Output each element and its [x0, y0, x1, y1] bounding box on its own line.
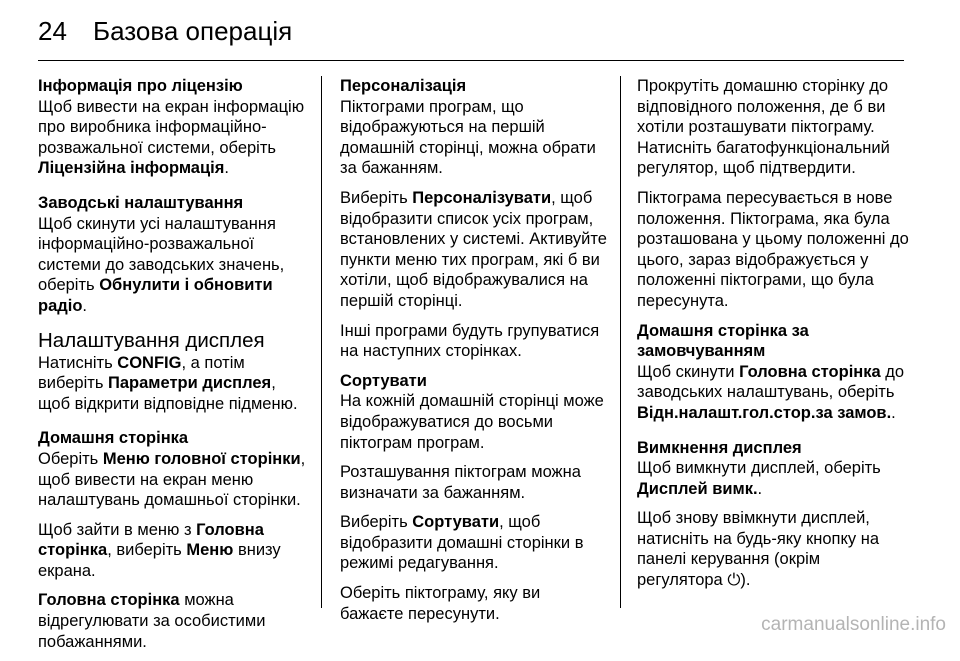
paragraph — [38, 590, 306, 652]
column-3 — [637, 76, 909, 600]
section-sort — [340, 371, 608, 625]
section-heading: Інформація про ліцензію — [38, 77, 243, 95]
menu-item-ref: Обнулити і обновити радіо — [38, 276, 273, 315]
power-icon: ⏻ — [727, 571, 741, 590]
section-heading: Домашня сторінка за замовчуванням — [637, 321, 809, 361]
text: Оберіть — [38, 449, 103, 468]
text: можна відрегулювати за особистими побажаннями. — [38, 591, 266, 651]
column-divider — [620, 76, 621, 608]
text: внизу екрана. — [38, 541, 281, 580]
text: Виберіть — [340, 513, 413, 532]
text: до заводських налаштувань, оберіть — [637, 362, 905, 402]
text: , щоб відкрити відповідне підменю. — [38, 374, 298, 413]
section-heading: Налаштування дисплея — [38, 328, 265, 352]
column-2 — [340, 76, 608, 633]
paragraph: Розташування піктограм можна визначати за бажанням. — [340, 463, 581, 502]
menu-item-ref: Персоналізувати — [412, 188, 552, 207]
paragraph — [38, 520, 306, 582]
section-personalization — [340, 76, 608, 362]
page-number: 24 — [38, 16, 67, 46]
menu-item-ref: Ліцензійна інформація — [38, 159, 225, 178]
paragraph — [38, 449, 306, 511]
section-display-settings — [38, 329, 306, 415]
text: Щоб скинути усі налаштування інформаційно-розважальної системи до заводських значень, оберіть — [38, 214, 285, 295]
text: , щоб відобразити домашні сторінки в режимі редагування. — [340, 513, 584, 573]
paragraph: Піктограми програм, що відображуються на першій домашній сторінці, можна обрати за бажанням. — [340, 97, 596, 178]
paragraph: Оберіть піктограму, яку ви бажаєте пересунути. — [340, 584, 541, 623]
section-sort-continued — [637, 76, 909, 312]
paragraph: Піктограма пересувається в нове положення. Піктограма, яка була розташована у цьому положенні до цього, зараз відображується у положенні піктограми, що була пересунута. — [637, 188, 909, 310]
paragraph — [38, 97, 306, 179]
menu-item-ref: Меню — [186, 541, 234, 560]
section-home-page — [38, 428, 306, 581]
column-divider — [321, 76, 322, 608]
paragraph: На кожній домашній сторінці може відображуватися до восьми піктограм програм. — [340, 392, 604, 452]
section-factory-settings — [38, 193, 306, 317]
watermark: carmanualsonline.info — [761, 614, 946, 635]
paragraph — [340, 512, 608, 574]
section-heading: Заводські налаштування — [38, 193, 244, 212]
paragraph — [38, 353, 306, 415]
text: Щоб знову ввімкнути дисплей, натисніть на будь-яку кнопку на панелі керування (окрім регулятора — [637, 509, 879, 590]
section-default-home-page — [637, 321, 909, 424]
text: Щоб вивести на екран інформацію про виробника інформаційно-розважальної системи, оберіть — [38, 97, 305, 157]
text: Щоб зайти в меню з — [38, 520, 197, 539]
paragraph: Інші програми будуть групуватися на наступних сторінках. — [340, 321, 600, 361]
paragraph — [637, 458, 909, 499]
paragraph — [637, 508, 909, 590]
page-title: Базова операція — [93, 16, 293, 46]
menu-item-ref: Головна сторінка — [38, 591, 180, 610]
section-home-page-adjust — [38, 590, 306, 652]
section-heading: Вимкнення дисплея — [637, 438, 802, 457]
paragraph — [38, 214, 306, 317]
menu-item-ref: Меню головної сторінки — [102, 449, 301, 468]
section-display-off — [637, 438, 909, 591]
text: ). — [740, 571, 751, 590]
paragraph — [340, 188, 608, 312]
section-license-info — [38, 76, 306, 179]
button-ref: CONFIG — [117, 353, 182, 372]
menu-item-ref: Головна сторінка — [739, 362, 881, 381]
menu-item-ref: Відн.налашт.гол.стор.за замов. — [637, 403, 892, 422]
text: . — [224, 159, 229, 178]
text: . — [891, 403, 896, 422]
text: , а потім виберіть — [38, 353, 245, 393]
paragraph — [637, 362, 909, 424]
text: , щоб вивести на екран меню налаштувань домашньої сторінки. — [38, 449, 306, 510]
column-1 — [38, 76, 306, 661]
paragraph: Прокрутіть домашню сторінку до відповідного положення, де б ви хотіли розташувати піктограму. Натисніть багатофункціональний регулятор, щоб підтвердити. — [637, 77, 890, 178]
section-heading: Домашня сторінка — [38, 429, 189, 448]
page-header — [38, 14, 904, 61]
text: Натисніть — [38, 353, 118, 372]
text: , щоб відобразити список усіх програм, встановлених у системі. Активуйте пункти меню тих програм, які б ви хотіли, щоб відображувалися на першій сторінці. — [340, 188, 607, 310]
text: Виберіть — [340, 188, 413, 207]
text: Щоб скинути — [637, 362, 740, 381]
text: . — [757, 479, 763, 498]
menu-item-ref: Сортувати — [412, 513, 500, 532]
menu-item-ref: Дисплей вимк. — [637, 479, 758, 498]
section-heading: Сортувати — [340, 371, 427, 390]
menu-item-ref: Параметри дисплея — [108, 374, 272, 393]
menu-item-ref: Головна сторінка — [38, 520, 264, 560]
text: Щоб вимкнути дисплей, оберіть — [637, 459, 881, 478]
text: . — [82, 296, 87, 315]
text: , виберіть — [107, 541, 187, 560]
section-heading: Персоналізація — [340, 77, 467, 95]
